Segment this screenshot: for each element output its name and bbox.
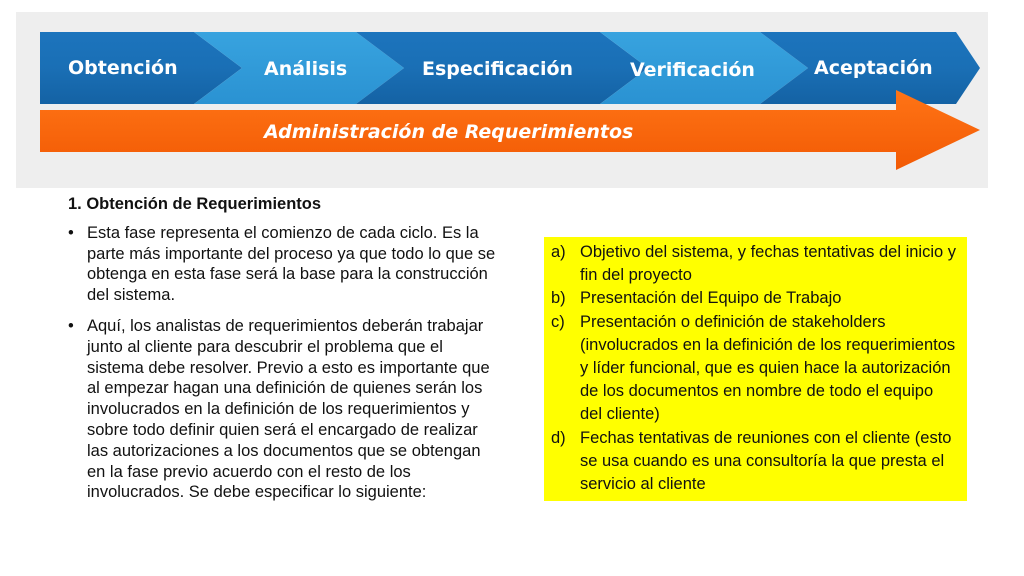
section-title: 1. Obtención de Requerimientos bbox=[68, 195, 322, 213]
item-marker: a) bbox=[551, 243, 566, 261]
bullet-text: Esta fase representa el comienzo de cada ciclo. Es la parte más importante del proceso ya que todo lo que se obtenga en esta fase será la base para la construcción del sistema. bbox=[87, 223, 496, 305]
item-text: Objetivo del sistema, y fechas tentativas del inicio y fin del proyecto bbox=[580, 243, 957, 285]
stage-label-especificacion: Especificación bbox=[422, 58, 574, 80]
item-text: Fechas tentativas de reuniones con el cliente (esto se usa cuando es una consultoría la que presta el servicio al cliente bbox=[580, 428, 952, 494]
item-marker: d) bbox=[551, 428, 566, 447]
stage-label-analisis: Análisis bbox=[264, 58, 348, 80]
checklist-item bbox=[551, 427, 959, 497]
stage-label-obtencion: Obtención bbox=[68, 57, 178, 79]
bullet-list bbox=[68, 223, 498, 503]
bullet-dot-icon: • bbox=[68, 316, 74, 335]
checklist-item bbox=[551, 287, 959, 310]
stage-label-verificacion: Verificación bbox=[630, 59, 755, 81]
checklist-item bbox=[551, 311, 959, 427]
bullet-item bbox=[68, 223, 498, 306]
process-banner bbox=[16, 12, 988, 188]
admin-label: Administración de Requerimientos bbox=[264, 121, 634, 143]
item-text: Presentación del Equipo de Trabajo bbox=[580, 289, 842, 308]
phase-description bbox=[68, 190, 498, 513]
process-diagram bbox=[16, 12, 988, 188]
requirements-checklist bbox=[544, 237, 967, 501]
item-marker: c) bbox=[551, 312, 565, 331]
checklist-items bbox=[551, 241, 959, 496]
bullet-text: Aquí, los analistas de requerimientos deberán trabajar junto al cliente para descubrir el problema que el sistema debe resolver. Previo a esto es importante que al empezar hagan una definición de quienes serán los involucrados en la definición de los requerimientos y sobre todo definir quien será el encargado de realizar las autorizaciones a los documentos que se obtengan en la fase previo acuerdo con el resto de los involucrados. Se debe especificar lo siguiente: bbox=[87, 316, 490, 502]
bullet-dot-icon: • bbox=[68, 223, 74, 242]
item-text: Presentación o definición de stakeholders (involucrados en la definición de los requerimientos y líder funcional, que es quien hace la autorización de los documentos en nombre de todo el equipo del cliente) bbox=[580, 312, 956, 424]
checklist-item bbox=[551, 241, 959, 287]
item-marker: b) bbox=[551, 289, 566, 308]
bullet-item bbox=[68, 316, 498, 503]
stage-label-aceptacion: Aceptación bbox=[814, 57, 933, 79]
